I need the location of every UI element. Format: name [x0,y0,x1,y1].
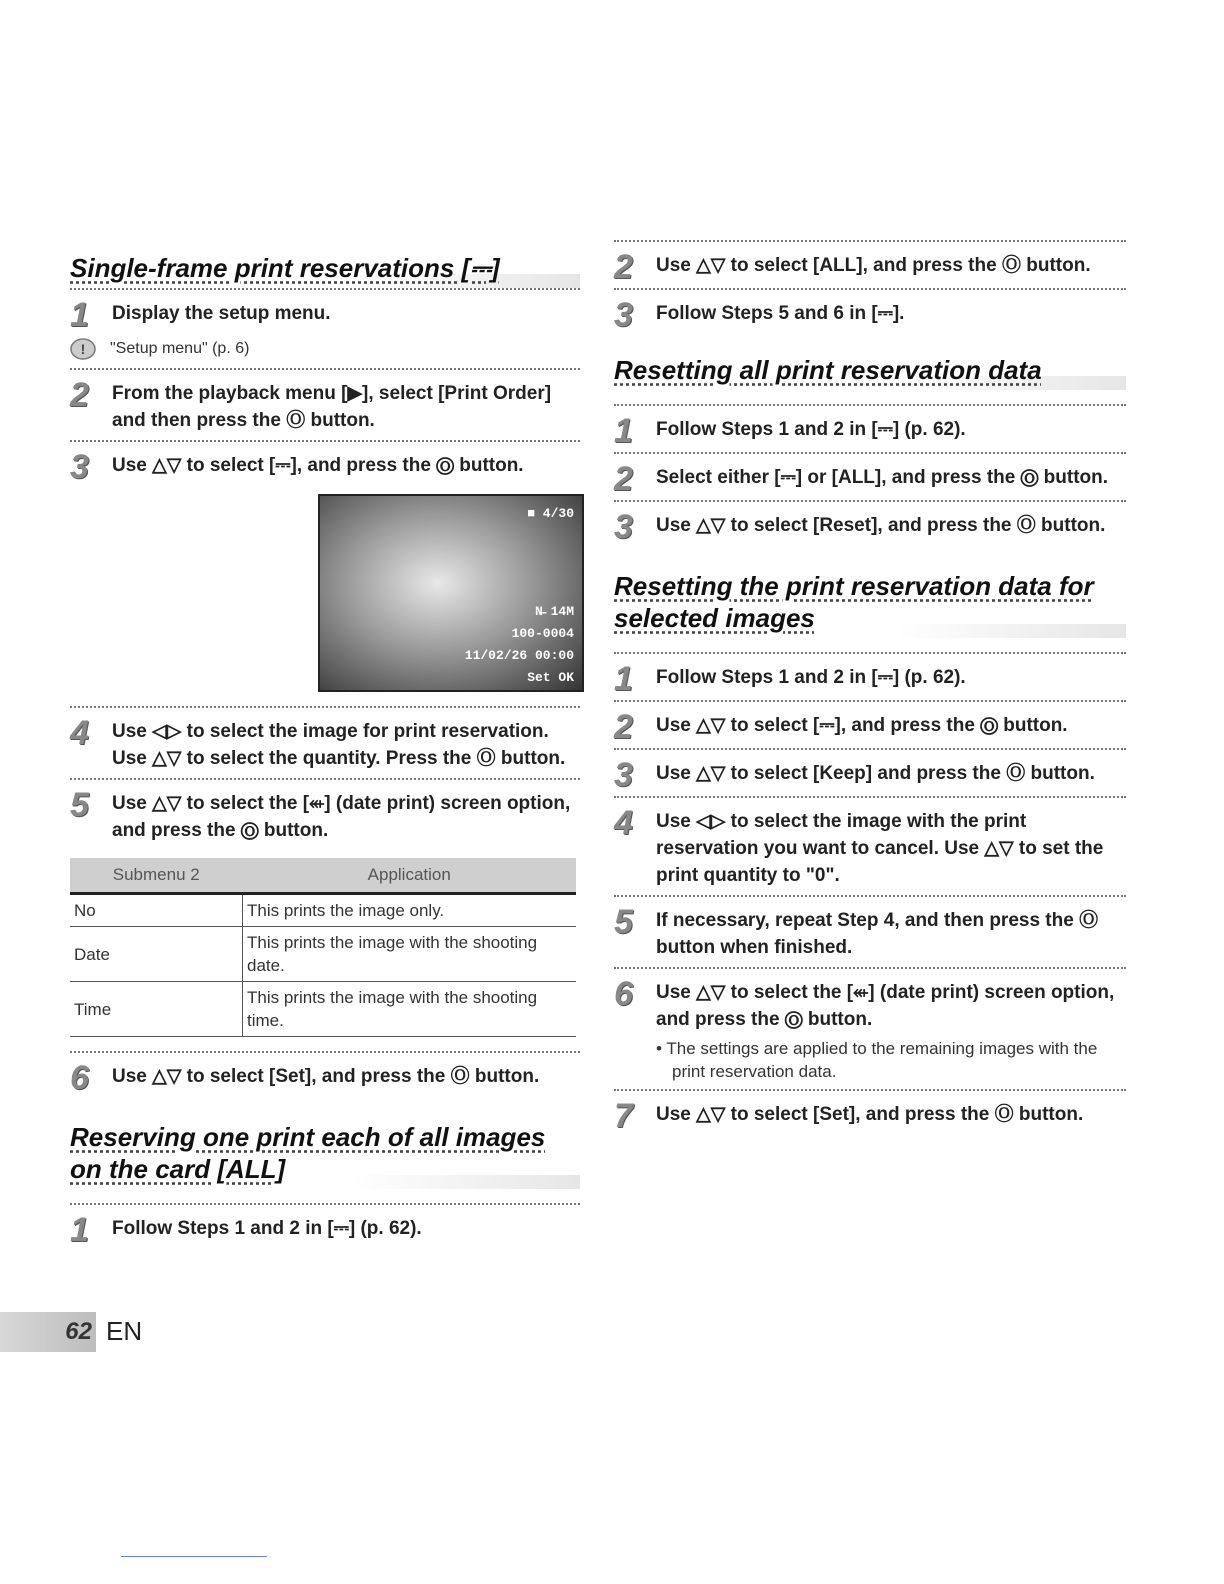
step-text: From the playback menu [▶], select [Print Order] and then press the Ⓞ button. [112,383,552,431]
left-column [70,248,580,1251]
step-reset-sel-3 [614,748,1126,796]
step-number: 2 [70,376,89,414]
step-number: 5 [614,903,633,941]
note-text: "Setup menu" (p. 6) [110,340,250,357]
step-number: 6 [70,1059,89,1097]
step-number: 1 [614,660,633,698]
bullet-note: • The settings are applied to the remaining images with the print reservation data. [656,1039,1098,1081]
step-text: Use △▽ to select [⎓], and press the Ⓞ button. [656,715,1068,736]
step-text: Use △▽ to select [Set], and press the Ⓞ button. [656,1104,1084,1125]
step-6-set [70,1051,580,1099]
step-text: Use ◁▷ to select the image with the print reservation you want to cancel. Use △▽ to set the print quantity to "0". [656,811,1104,886]
camera-screen-image [318,494,584,692]
table-row [70,927,576,982]
step-reset-all-1 [614,404,1126,452]
set-label: Set OK [527,670,574,685]
table-cell: Time [70,982,243,1037]
file-number: 100-0004 [511,626,574,641]
step-2-playback-menu [70,368,580,440]
step-reset-sel-5 [614,895,1126,967]
table-row [70,894,576,927]
step-text: Use △▽ to select the [⬴] (date print) screen option, and press the Ⓞ button. [112,793,571,841]
step-number: 2 [614,460,633,498]
right-column [614,240,1126,1137]
page-number: 62 [65,1318,92,1345]
setup-menu-note [70,338,580,360]
table-cell: Date [70,927,243,982]
step-number: 3 [614,508,633,546]
step-number: 5 [70,786,89,824]
caution-icon [70,338,96,360]
table-cell: This prints the image with the shooting time. [243,982,577,1037]
step-reset-all-2 [614,452,1126,500]
date-readout: 11/02/26 00:00 [464,648,574,663]
step-number: 2 [614,708,633,746]
step-number: 7 [614,1097,633,1135]
step-all-1 [70,1203,580,1251]
step-text: Display the setup menu. [112,303,331,324]
table-cell: This prints the image with the shooting date. [243,927,577,982]
step-number: 1 [70,1211,89,1249]
step-reset-sel-4 [614,796,1126,895]
table-cell: This prints the image only. [243,894,577,927]
step-all-2 [614,240,1126,288]
page-number-tab [0,1312,96,1352]
step-reset-all-3 [614,500,1126,548]
table-cell: No [70,894,243,927]
section-title-reset-all: Resetting all print reservation data [614,350,1126,390]
step-number: 2 [614,248,633,286]
table-header: Submenu 2 [70,858,243,894]
step-reset-sel-7 [614,1089,1126,1137]
svg-text:!: ! [80,341,86,357]
table-header: Application [243,858,577,894]
step-text: Use △▽ to select [ALL], and press the Ⓞ button. [656,255,1091,276]
step-number: 1 [614,412,633,450]
language-code: EN [106,1316,143,1346]
step-5-date-print [70,778,580,850]
step-3-select [70,440,580,488]
step-text: Use △▽ to select [Keep] and press the Ⓞ button. [656,763,1095,784]
step-reset-sel-1 [614,652,1126,700]
step-number: 3 [614,296,633,334]
step-text: Follow Steps 1 and 2 in [⎓] (p. 62). [656,419,966,440]
section-title-reset-selected: Resetting the print reservation data for selected images [614,566,1126,638]
step-text: Use △▽ to select [Reset], and press the Ⓞ button. [656,515,1106,536]
section-title-single-frame: Single-frame print reservations [⎓] [70,248,580,288]
step-4-select-image [70,706,580,778]
step-text: Follow Steps 5 and 6 in [⎓]. [656,303,905,324]
step-all-3 [614,288,1126,336]
step-text: Use △▽ to select [⎓], and press the Ⓞ button. [112,455,524,476]
step-number: 4 [70,714,89,752]
step-text: Follow Steps 1 and 2 in [⎓] (p. 62). [656,667,966,688]
step-number: 3 [614,756,633,794]
submenu-table [70,858,576,1037]
step-reset-sel-2 [614,700,1126,748]
bottom-rule [121,1556,267,1557]
step-number: 6 [614,975,633,1013]
image-size: N̶ 14M [534,604,574,619]
step-number: 3 [70,448,89,486]
step-reset-sel-6 [614,967,1126,1089]
step-number: 1 [70,296,89,334]
step-text: Use △▽ to select [Set], and press the Ⓞ button. [112,1066,540,1087]
section-title-all-images: Reserving one print each of all images on the card [ALL] [70,1117,580,1189]
step-text: Use △▽ to select the [⬴] (date print) screen option, and press the Ⓞ button. [656,982,1115,1030]
step-text: Follow Steps 1 and 2 in [⎓] (p. 62). [112,1218,422,1239]
step-text: If necessary, repeat Step 4, and then press the Ⓞ button when finished. [656,910,1099,958]
table-row [70,982,576,1037]
step-text: Select either [⎓] or [ALL], and press the Ⓞ button. [656,467,1109,488]
frame-counter: ■ 4/30 [527,506,574,521]
step-number: 4 [614,804,633,842]
step-1-display-setup [70,288,580,336]
step-text: Use ◁▷ to select the image for print reservation. Use △▽ to select the quantity. Press the Ⓞ button. [112,721,566,769]
